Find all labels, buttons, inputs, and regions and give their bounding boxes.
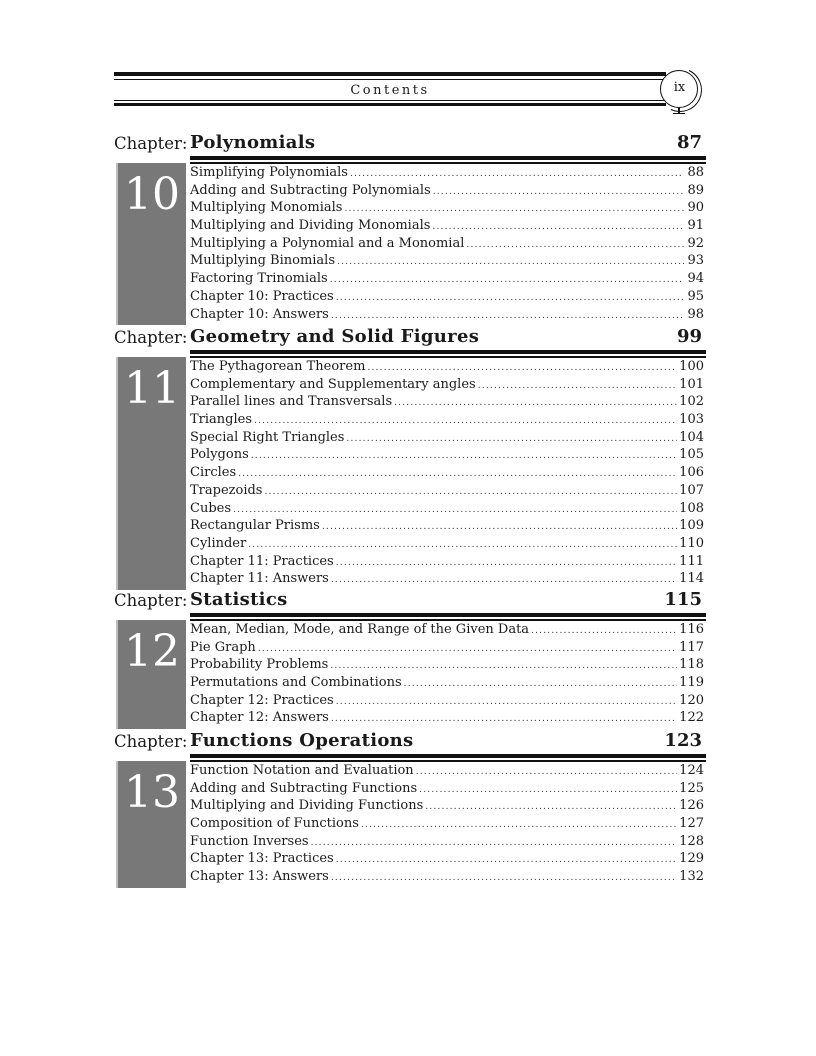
entry-title: The Pythagorean Theorem (190, 359, 366, 374)
header-rule (114, 79, 666, 80)
chapter-rule (190, 156, 706, 160)
header-rule (114, 100, 666, 101)
dot-leader (425, 802, 677, 812)
dot-leader (331, 311, 684, 321)
entry-page-number: 132 (679, 869, 704, 885)
entry-title: Multiplying Monomials (190, 200, 343, 216)
chapter-prefix: Chapter: (114, 591, 188, 610)
dot-leader (416, 767, 677, 777)
page-number: ix (673, 80, 686, 95)
header-rule (114, 103, 666, 106)
dot-leader (331, 575, 677, 585)
entry-page-number: 95 (687, 288, 704, 304)
entry-title: Chapter 11: Practices (190, 553, 334, 569)
entry-page-number: 127 (679, 816, 704, 832)
entry-page-number: 98 (687, 306, 704, 322)
chapter-number-box (116, 357, 186, 590)
entry-page-number: 116 (679, 622, 704, 637)
chapter-prefix: Chapter: (114, 134, 188, 153)
entry-title: Chapter 10: Practices (190, 288, 334, 304)
chapter-title[interactable]: Geometry and Solid Figures (190, 326, 480, 347)
chapter-prefix: Chapter: (114, 732, 188, 751)
toc-entry[interactable] (190, 253, 704, 271)
dot-leader (336, 855, 677, 865)
entry-title: Chapter 12: Answers (190, 710, 329, 726)
entry-page-number: 114 (679, 571, 704, 587)
chapter-number: 11 (124, 363, 180, 414)
dot-leader (350, 169, 684, 179)
dot-leader (233, 505, 677, 515)
toc-entry[interactable] (190, 412, 704, 430)
chapter-prefix: Chapter: (114, 328, 188, 347)
globe-icon (658, 68, 702, 120)
chapter-rule (190, 350, 706, 354)
entry-title: Mean, Median, Mode, and Range of the Given Data (190, 622, 530, 637)
page-title: Contents (350, 83, 430, 98)
entry-title: Multiplying and Dividing Functions (190, 798, 424, 814)
entry-title: Adding and Subtracting Polynomials (190, 182, 431, 198)
entry-title: Cylinder (190, 535, 247, 551)
toc-entry[interactable] (190, 483, 704, 501)
chapter-heading (114, 730, 706, 752)
chapter-number: 13 (124, 767, 180, 818)
chapter-rule (190, 754, 706, 758)
chapter-number-box (116, 620, 186, 729)
entry-page-number: 91 (687, 218, 704, 234)
entry-list (190, 359, 704, 589)
dot-leader (531, 626, 677, 636)
toc-entry[interactable] (190, 693, 704, 711)
toc-entry[interactable] (190, 183, 704, 201)
chapter-number: 12 (124, 626, 180, 677)
toc-entry[interactable] (190, 536, 704, 554)
dot-leader (337, 257, 684, 267)
entry-list (190, 763, 704, 887)
entry-page-number: 118 (679, 657, 704, 673)
entry-title: Chapter 12: Practices (190, 692, 334, 708)
toc-entry[interactable] (190, 200, 704, 218)
dot-leader (311, 838, 678, 848)
dot-leader (336, 558, 677, 568)
toc-entry[interactable] (190, 622, 704, 640)
entry-page-number: 94 (687, 271, 704, 287)
chapter-section (114, 326, 706, 587)
toc-entry[interactable] (190, 869, 704, 887)
toc-entry[interactable] (190, 657, 704, 675)
toc-entry[interactable] (190, 218, 704, 236)
entry-title: Multiplying and Dividing Monomials (190, 218, 431, 234)
dot-leader (404, 679, 678, 689)
entry-page-number: 108 (679, 500, 704, 516)
toc-entry[interactable] (190, 834, 704, 852)
entry-page-number: 117 (679, 639, 704, 655)
entry-title: Function Inverses (190, 833, 309, 849)
chapter-number-box (116, 761, 186, 888)
toc-entry[interactable] (190, 430, 704, 448)
toc-entry[interactable] (190, 394, 704, 412)
header-rule (114, 72, 666, 76)
chapter-rule (190, 760, 706, 762)
entry-title: Probability Problems (190, 657, 329, 673)
entry-page-number: 110 (679, 535, 704, 551)
toc-entry[interactable] (190, 571, 704, 589)
entry-page-number: 120 (679, 692, 704, 708)
entry-page-number: 100 (679, 359, 704, 374)
entry-page-number: 92 (687, 235, 704, 251)
entry-page-number: 129 (679, 851, 704, 867)
chapter-rule (190, 162, 706, 164)
entry-title: Polygons (190, 447, 249, 463)
entry-page-number: 88 (687, 165, 704, 180)
entry-page-number: 105 (679, 447, 704, 463)
toc-entry[interactable] (190, 640, 704, 658)
dot-leader (330, 661, 677, 671)
entry-title: Simplifying Polynomials (190, 165, 348, 180)
toc-entry[interactable] (190, 307, 704, 325)
toc-entry[interactable] (190, 710, 704, 728)
entry-title: Composition of Functions (190, 816, 359, 832)
dot-leader (433, 187, 684, 197)
dot-leader (361, 820, 677, 830)
entry-list (190, 165, 704, 324)
entry-title: Function Notation and Evaluation (190, 763, 414, 778)
chapter-section (114, 132, 706, 322)
dot-leader (251, 451, 677, 461)
chapter-section (114, 730, 706, 885)
entry-page-number: 93 (687, 253, 704, 269)
toc-entry[interactable] (190, 289, 704, 307)
chapter-section (114, 589, 706, 726)
chapter-number-box (116, 163, 186, 325)
dot-leader (346, 434, 677, 444)
dot-leader (258, 644, 677, 654)
entry-title: Complementary and Supplementary angles (190, 376, 476, 392)
toc-entry[interactable] (190, 465, 704, 483)
chapter-rule (190, 619, 706, 621)
toc-entry[interactable] (190, 518, 704, 536)
entry-title: Rectangular Prisms (190, 518, 320, 534)
chapter-page-number: 87 (676, 132, 702, 153)
entry-title: Triangles (190, 412, 253, 428)
toc-entry[interactable] (190, 816, 704, 834)
entry-page-number: 89 (687, 182, 704, 198)
entry-title: Adding and Subtracting Functions (190, 780, 418, 796)
chapter-title[interactable]: Polynomials (190, 132, 316, 153)
dot-leader (336, 293, 684, 303)
entry-page-number: 101 (679, 376, 704, 392)
entry-title: Special Right Triangles (190, 429, 345, 445)
chapter-page-number: 115 (664, 589, 702, 610)
dot-leader (322, 522, 677, 532)
chapter-page-number: 99 (676, 326, 702, 347)
entry-page-number: 126 (679, 798, 704, 814)
entry-title: Circles (190, 465, 237, 481)
toc-entry[interactable] (190, 271, 704, 289)
dot-leader (419, 785, 677, 795)
entry-title: Chapter 13: Answers (190, 869, 329, 885)
dot-leader (336, 697, 677, 707)
entry-page-number: 106 (679, 465, 704, 481)
dot-leader (367, 363, 677, 373)
entry-page-number: 124 (679, 763, 704, 778)
dot-leader (248, 540, 677, 550)
toc-entry[interactable] (190, 236, 704, 254)
chapter-page-number: 123 (664, 730, 702, 751)
chapter-title[interactable]: Statistics (190, 589, 288, 610)
toc-entry[interactable] (190, 447, 704, 465)
toc-entry[interactable] (190, 377, 704, 395)
chapter-number: 10 (124, 169, 180, 220)
dot-leader (330, 275, 684, 285)
entry-page-number: 109 (679, 518, 704, 534)
dot-leader (432, 222, 684, 232)
chapter-title[interactable]: Functions Operations (190, 730, 414, 751)
toc-entry[interactable] (190, 165, 704, 183)
entry-page-number: 102 (679, 394, 704, 410)
entry-title: Parallel lines and Transversals (190, 394, 393, 410)
entry-page-number: 125 (679, 780, 704, 796)
entry-title: Chapter 13: Practices (190, 851, 334, 867)
entry-page-number: 128 (679, 833, 704, 849)
entry-list (190, 622, 704, 728)
toc-entry[interactable] (190, 781, 704, 799)
entry-title: Factoring Trinomials (190, 271, 328, 287)
entry-title: Permutations and Combinations (190, 675, 402, 691)
entry-page-number: 103 (679, 412, 704, 428)
dot-leader (254, 416, 677, 426)
entry-title: Pie Graph (190, 639, 256, 655)
chapter-rule (190, 356, 706, 358)
toc-entry[interactable] (190, 554, 704, 572)
entry-title: Multiplying a Polynomial and a Monomial (190, 235, 465, 251)
dot-leader (264, 487, 677, 497)
entry-title: Trapezoids (190, 482, 263, 498)
toc-entry[interactable] (190, 798, 704, 816)
entry-title: Multiplying Binomials (190, 253, 336, 269)
entry-page-number: 119 (679, 675, 704, 691)
dot-leader (394, 398, 677, 408)
page-header (114, 72, 666, 108)
entry-page-number: 104 (679, 429, 704, 445)
toc-entry[interactable] (190, 763, 704, 781)
toc-entry[interactable] (190, 675, 704, 693)
entry-title: Chapter 10: Answers (190, 306, 329, 322)
entry-page-number: 111 (679, 553, 704, 569)
chapter-heading (114, 589, 706, 611)
dot-leader (331, 873, 677, 883)
dot-leader (238, 469, 677, 479)
toc-entry[interactable] (190, 501, 704, 519)
entry-title: Chapter 11: Answers (190, 571, 329, 587)
chapter-rule (190, 613, 706, 617)
entry-page-number: 107 (679, 482, 704, 498)
toc-entry[interactable] (190, 851, 704, 869)
chapter-heading (114, 326, 706, 348)
entry-title: Cubes (190, 500, 232, 516)
toc-entry[interactable] (190, 359, 704, 377)
dot-leader (478, 381, 677, 391)
dot-leader (466, 240, 684, 250)
entry-page-number: 90 (687, 200, 704, 216)
dot-leader (344, 204, 684, 214)
chapter-heading (114, 132, 706, 154)
dot-leader (331, 714, 677, 724)
entry-page-number: 122 (679, 710, 704, 726)
